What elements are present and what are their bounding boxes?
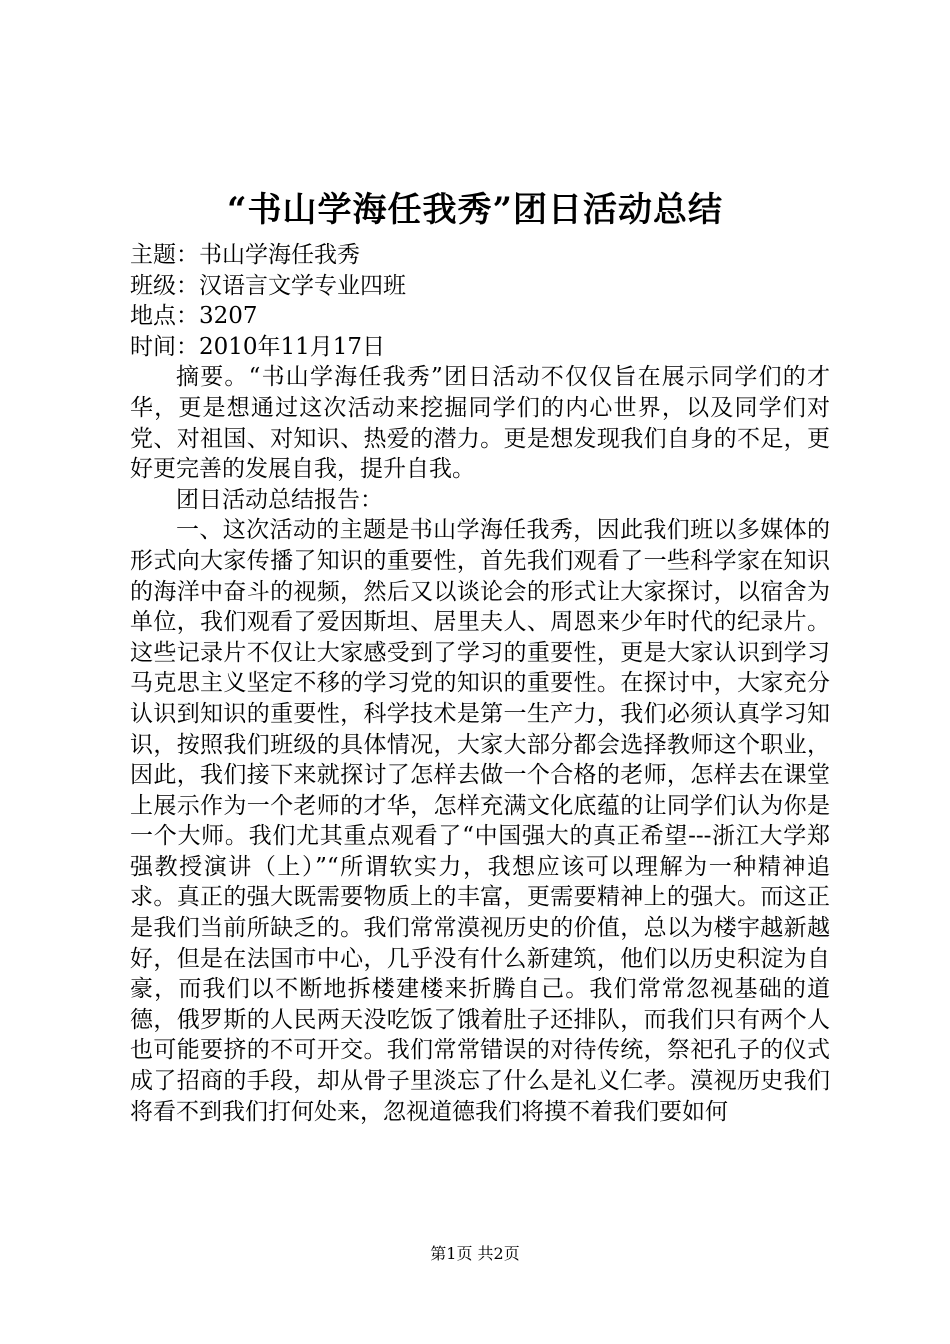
report-heading: 团日活动总结报告： [176, 486, 383, 513]
section-one-paragraph: 一、这次活动的主题是书山学海任我秀，因此我们班以多媒体的形式向大家传播了知识的重要性，首先我们观看了一些科学家在知识的海洋中奋斗的视频，然后又以谈论会的形式让大家探讨，以宿舍为单位，我们观看了爱因斯坦、居里夫人、周恩来少年时代的纪录片。这些记录片不仅让大家感受到了学习的重要性，更是大家认识到学习马克思主义坚定不移的学习党的知识的重要性。在探讨中，大家充分认识到知识的重要性，科学技术是第一生产力，我们必须认真学习知识，按照我们班级的具体情况，大家大部分都会选择教师这个职业，因此，我们接下来就探讨了怎样去做一个合格的老师，怎样去在课堂上展示作为一个老师的才华，怎样充满文化底蕴的让同学们认为你是一个大师。我们尤其重点观看了“中国强大的真正希望---浙江大学郑强教授演讲（上）”“所谓软实力，我想应该可以理解为一种精神追求。真正的强大既需要物质上的丰富，更需要精神上的强大。而这正是我们当前所缺乏的。我们常常漠视历史的价值，总以为楼宇越新越好，但是在法国市中心，几乎没有什么新建筑，他们以历史积淀为自豪，而我们以不断地拆楼建楼来折腾自己。我们常常忽视基础的道德，俄罗斯的人民两天没吃饭了饿着肚子还排队，而我们只有两个人也可能要挤的不可开交。我们常常错误的对待传统，祭祀孔子的仪式成了招商的手段，却从骨子里淡忘了什么是礼义仁孝。漠视历史我们将看不到我们打何处来，忽视道德我们将摸不着我们要如何 [130, 517, 830, 1125]
meta-time: 时间：2010年11月17日 [130, 333, 386, 360]
abstract-paragraph: 摘要。“书山学海任我秀”团日活动不仅仅旨在展示同学们的才华，更是想通过这次活动来挖掘同学们的内心世界，以及同学们对党、对祖国、对知识、热爱的潜力。更是想发现我们自身的不足，更好更完善的发展自我，提升自我。 [130, 364, 830, 483]
page-footer: 第1页 共2页 [430, 1244, 520, 1263]
meta-location: 地点：3207 [130, 303, 258, 330]
meta-topic: 主题：书山学海任我秀 [130, 242, 360, 268]
document-title: “书山学海任我秀”团日活动总结 [226, 190, 724, 230]
document-body [130, 240, 830, 1127]
meta-class: 班级：汉语言文学专业四班 [130, 272, 406, 299]
